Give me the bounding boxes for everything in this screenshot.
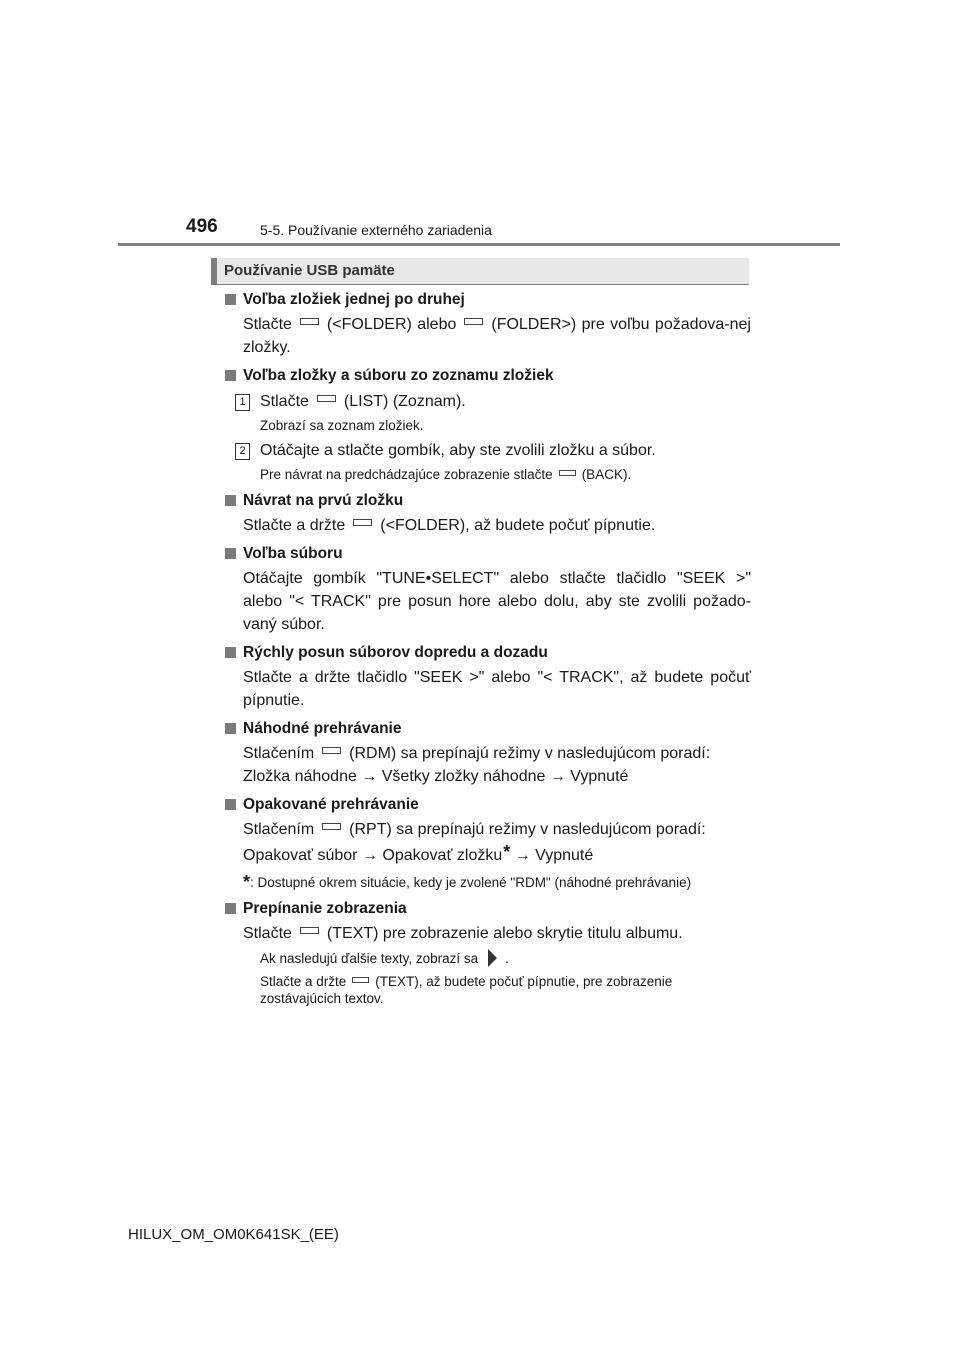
note-step-1: Zobrazí sa zoznam zložiek. — [260, 418, 424, 433]
paragraph-first-folder: Stlačte a držte (<FOLDER), až budete počuť pípnutie. — [243, 517, 656, 534]
bullet-square-icon — [225, 903, 236, 914]
step-number-badge: 2 — [235, 443, 250, 460]
step-1: 1 Stlačte (LIST) (Zoznam). — [223, 390, 751, 413]
step-number-badge: 1 — [235, 394, 250, 411]
note-display-2: Stlačte a držte (TEXT), až budete počuť pípnutie, pre zobrazenie zostávajúcich textov. — [260, 974, 673, 1006]
heading-fast-seek: Rýchly posun súborov dopredu a dozadu — [223, 642, 751, 663]
button-icon — [322, 747, 341, 754]
content — [223, 289, 751, 1007]
paragraph-fast-seek: Stlačte a držte tlačidlo "SEEK >" alebo "< TRACK", až budete počuť pípnutie. — [243, 669, 751, 709]
note-display-1: Ak nasledujú ďalšie texty, zobrazí sa . — [260, 951, 509, 966]
paragraph-file-select: Otáčajte gombík "TUNE•SELECT" alebo stlačte tlačidlo "SEEK >" alebo "< TRACK" pre posun hore alebo dolu, aby ste zvolili požado-vaný súbor. — [243, 570, 751, 633]
button-icon — [300, 318, 319, 325]
heading-first-folder: Návrat na prvú zložku — [223, 490, 751, 511]
paragraph-folder-select: Stlačte (<FOLDER) alebo (FOLDER>) pre voľbu požadova-nej zložky. — [243, 316, 751, 356]
heading-random: Náhodné prehrávanie — [223, 718, 751, 739]
button-icon — [352, 977, 369, 983]
footer-code: HILUX_OM_OM0K641SK_(EE) — [128, 1226, 339, 1243]
paragraph-repeat: Stlačením (RPT) sa prepínajú režimy v nasledujúcom poradí: Opakovať súbor → Opakovať zložku* → Vypnuté — [243, 821, 706, 864]
button-icon — [559, 470, 576, 476]
footnote-marker: * — [503, 842, 511, 862]
page-number: 496 — [186, 216, 218, 237]
button-icon — [322, 823, 341, 830]
heading-folder-select: Voľba zložiek jednej po druhej — [223, 289, 751, 310]
heading-repeat: Opakované prehrávanie — [223, 794, 751, 815]
footnote-marker: * — [243, 872, 251, 892]
button-icon — [464, 318, 483, 325]
bullet-square-icon — [225, 799, 236, 810]
bullet-square-icon — [225, 647, 236, 658]
section-bar-edge — [211, 258, 217, 285]
section-title: Používanie USB pamäte — [224, 262, 395, 279]
button-icon — [300, 927, 319, 934]
section-header: 5-5. Používanie externého zariadenia — [260, 222, 492, 238]
right-arrow-icon — [488, 949, 497, 967]
header-rule — [118, 243, 840, 246]
bullet-square-icon — [225, 294, 236, 305]
heading-file-select: Voľba súboru — [223, 543, 751, 564]
bullet-square-icon — [225, 723, 236, 734]
step-2: 2 Otáčajte a stlačte gombík, aby ste zvolili zložku a súbor. — [223, 439, 751, 462]
bullet-square-icon — [225, 548, 236, 559]
bullet-square-icon — [225, 495, 236, 506]
section-title-bar — [211, 258, 749, 285]
heading-display: Prepínanie zobrazenia — [223, 898, 751, 919]
footnote-repeat: *: Dostupné okrem situácie, kedy je zvolené "RDM" (náhodné prehrávanie) — [243, 872, 692, 892]
paragraph-random: Stlačením (RDM) sa prepínajú režimy v nasledujúcom poradí: Zložka náhodne → Všetky zložky náhodne → Vypnuté — [243, 745, 711, 785]
bullet-square-icon — [225, 370, 236, 381]
button-icon — [353, 519, 372, 526]
paragraph-display: Stlačte (TEXT) pre zobrazenie alebo skrytie titulu albumu. — [243, 925, 683, 942]
button-icon — [317, 395, 336, 402]
heading-folder-list: Voľba zložky a súboru zo zoznamu zložiek — [223, 365, 751, 386]
note-step-2: Pre návrat na predchádzajúce zobrazenie stlačte (BACK). — [260, 467, 632, 482]
